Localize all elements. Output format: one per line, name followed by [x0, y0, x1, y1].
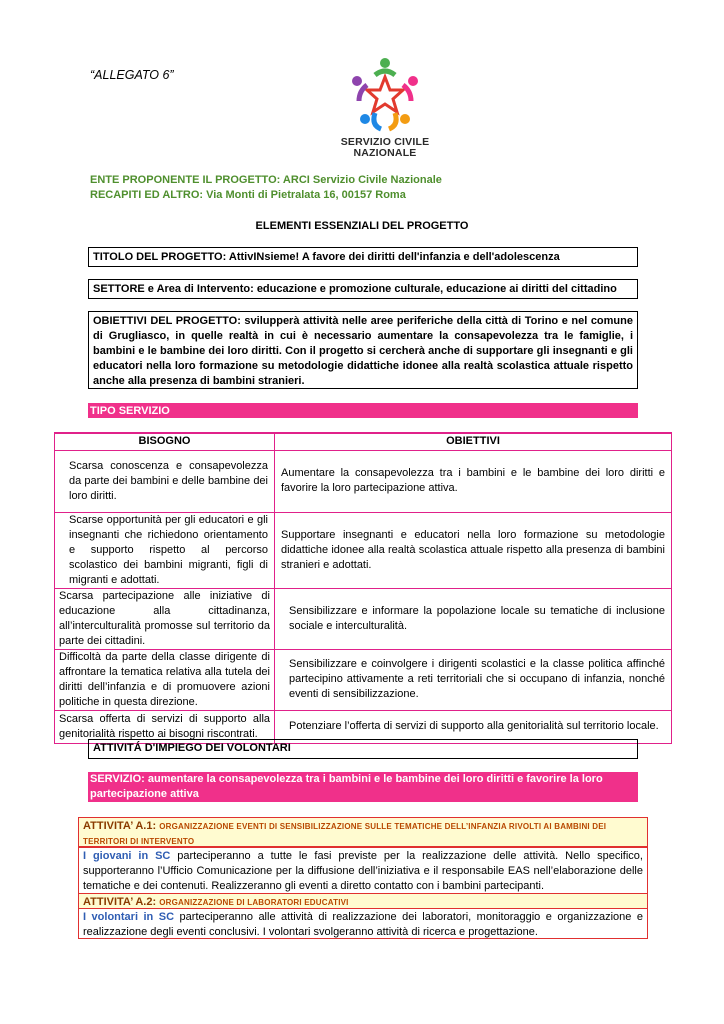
page-heading: ELEMENTI ESSENZIALI DEL PROGETTO	[255, 220, 469, 232]
table-row	[55, 649, 672, 710]
attivita-a2-body	[78, 908, 648, 939]
a1-label: ATTIVITA’ A.1:	[83, 820, 157, 832]
obiettivo-cell: Aumentare la consapevolezza tra i bambini e le bambine dei loro diritti e favorire la loro partecipazione attiva.	[275, 450, 672, 512]
table-header-row	[55, 433, 672, 450]
attivita-a2-header	[78, 893, 648, 909]
servizio-civile-logo	[335, 55, 435, 165]
table-row	[55, 450, 672, 512]
a1-lead: I giovani in SC	[83, 850, 171, 862]
titolo-progetto: TITOLO DEL PROGETTO: AttivINsieme! A favore dei diritti dell'infanzia e dell'adolescenza	[88, 247, 638, 267]
obiettivo-cell: Sensibilizzare e coinvolgere i dirigenti scolastici e la classe politica affinché partecipino attivamente a reti territoriali che si occupano di infanzia, nonché eventi di sensibilizzazione.	[275, 649, 672, 710]
ente-proponente: ENTE PROPONENTE IL PROGETTO: ARCI Servizio Civile Nazionale	[90, 174, 442, 186]
bisogno-cell: Scarsa offerta di servizi di supporto alla genitorialità rispetto ai bisogni riscontrati.	[55, 710, 275, 743]
bisogno-cell: Scarsa conoscenza e consapevolezza da parte dei bambini e delle bambine dei loro diritti.	[55, 450, 275, 512]
a2-lead: I volontari in SC	[83, 911, 175, 923]
a1-subtitle: ORGANIZZAZIONE EVENTI DI SENSIBILIZZAZIONE SULLE TEMATICHE DELL’INFANZIA RIVOLTI AI BAMBINI DEI TERRITORI DI INTERVENTO	[83, 822, 607, 846]
bisogno-cell: Difficoltà da parte della classe dirigente di affrontare la tematica relativa alla tutela dei diritti dell’infanzia e di promuovere azioni politiche in questa direzione.	[55, 649, 275, 710]
header-bisogno: BISOGNO	[55, 433, 275, 450]
logo-line2: NAZIONALE	[353, 147, 417, 159]
logo-text	[335, 137, 435, 159]
obiettivo-cell: Potenziare l’offerta di servizi di supporto alla genitorialità sul territorio locale.	[275, 710, 672, 743]
bisogno-cell: Scarse opportunità per gli educatori e gli insegnanti che richiedono orientamento e supporto rispetto al percorso scolastico dei bambini migranti, figli di migranti e adottati.	[55, 512, 275, 588]
servizio-bar: SERVIZIO: aumentare la consapevolezza tra i bambini e le bambine dei loro diritti e favorire la loro partecipazione attiva	[88, 772, 638, 802]
obiettivo-cell: Supportare insegnanti e educatori nella loro formazione su metodologie didattiche idonee alla realtà scolastica attuale rispetto alla presenza di bambini stranieri e adottati.	[275, 512, 672, 588]
table-row	[55, 588, 672, 649]
bisogno-cell: Scarsa partecipazione alle iniziative di educazione alla cittadinanza, all’interculturalità promosse sul territorio da parte dei cittadini.	[55, 588, 275, 649]
people-star-logo-icon	[345, 55, 425, 135]
tipo-servizio-bar: TIPO SERVIZIO	[88, 403, 638, 418]
obiettivo-cell: Sensibilizzare e informare la popolazione locale su tematiche di inclusione sociale e interculturalità.	[275, 588, 672, 649]
a1-text: parteciperanno a tutte le fasi previste per la realizzazione delle attività. Nello specifico, supporteranno l’Ufficio Comunicazione per la diffusione dell’iniziativa e il responsabile EAS nell’elaborazione delle tematiche e dei contenuti. Realizzeranno gli eventi a diretto contatto con i bambini partecipanti.	[83, 850, 643, 892]
attivita-a1-header	[78, 817, 648, 847]
a2-label: ATTIVITA’ A.2:	[83, 896, 157, 908]
attivita-a1-body	[78, 847, 648, 895]
recapiti: RECAPITI ED ALTRO: Via Monti di Pietralata 16, 00157 Roma	[90, 189, 406, 201]
attivita-impiego-title: ATTIVITÁ D'IMPIEGO DEI VOLONTARI	[88, 739, 638, 759]
bisogni-obiettivi-table	[54, 432, 672, 744]
obiettivi-progetto: OBIETTIVI DEL PROGETTO: svilupperà attività nelle aree periferiche della città di Torino e nel comune di Grugliasco, in quelle realtà in cui è necessario aumentare la consapevolezza tra le famiglie, i bambini e le bambine dei loro diritti. Con il progetto si cercherà anche di supportare gli insegnanti e gli educatori nella loro formazione su metodologie didattiche idonee alla realtà scolastica attuale rispetto anche alla presenza di bambini stranieri.	[88, 311, 638, 389]
header-obiettivi: OBIETTIVI	[275, 433, 672, 450]
logo-line1: SERVIZIO CIVILE	[340, 136, 430, 148]
allegato-label: “ALLEGATO 6”	[90, 68, 174, 82]
table-row	[55, 512, 672, 588]
a2-subtitle: ORGANIZZAZIONE DI LABORATORI EDUCATIVI	[159, 898, 349, 907]
settore-intervento: SETTORE e Area di Intervento: educazione e promozione culturale, educazione ai diritti del cittadino	[88, 279, 638, 299]
a2-text: parteciperanno alle attività di realizzazione dei laboratori, monitoraggio e organizzazione e realizzazione degli eventi conclusivi. I volontari svolgeranno attività di ricerca e progettazione.	[83, 911, 643, 938]
